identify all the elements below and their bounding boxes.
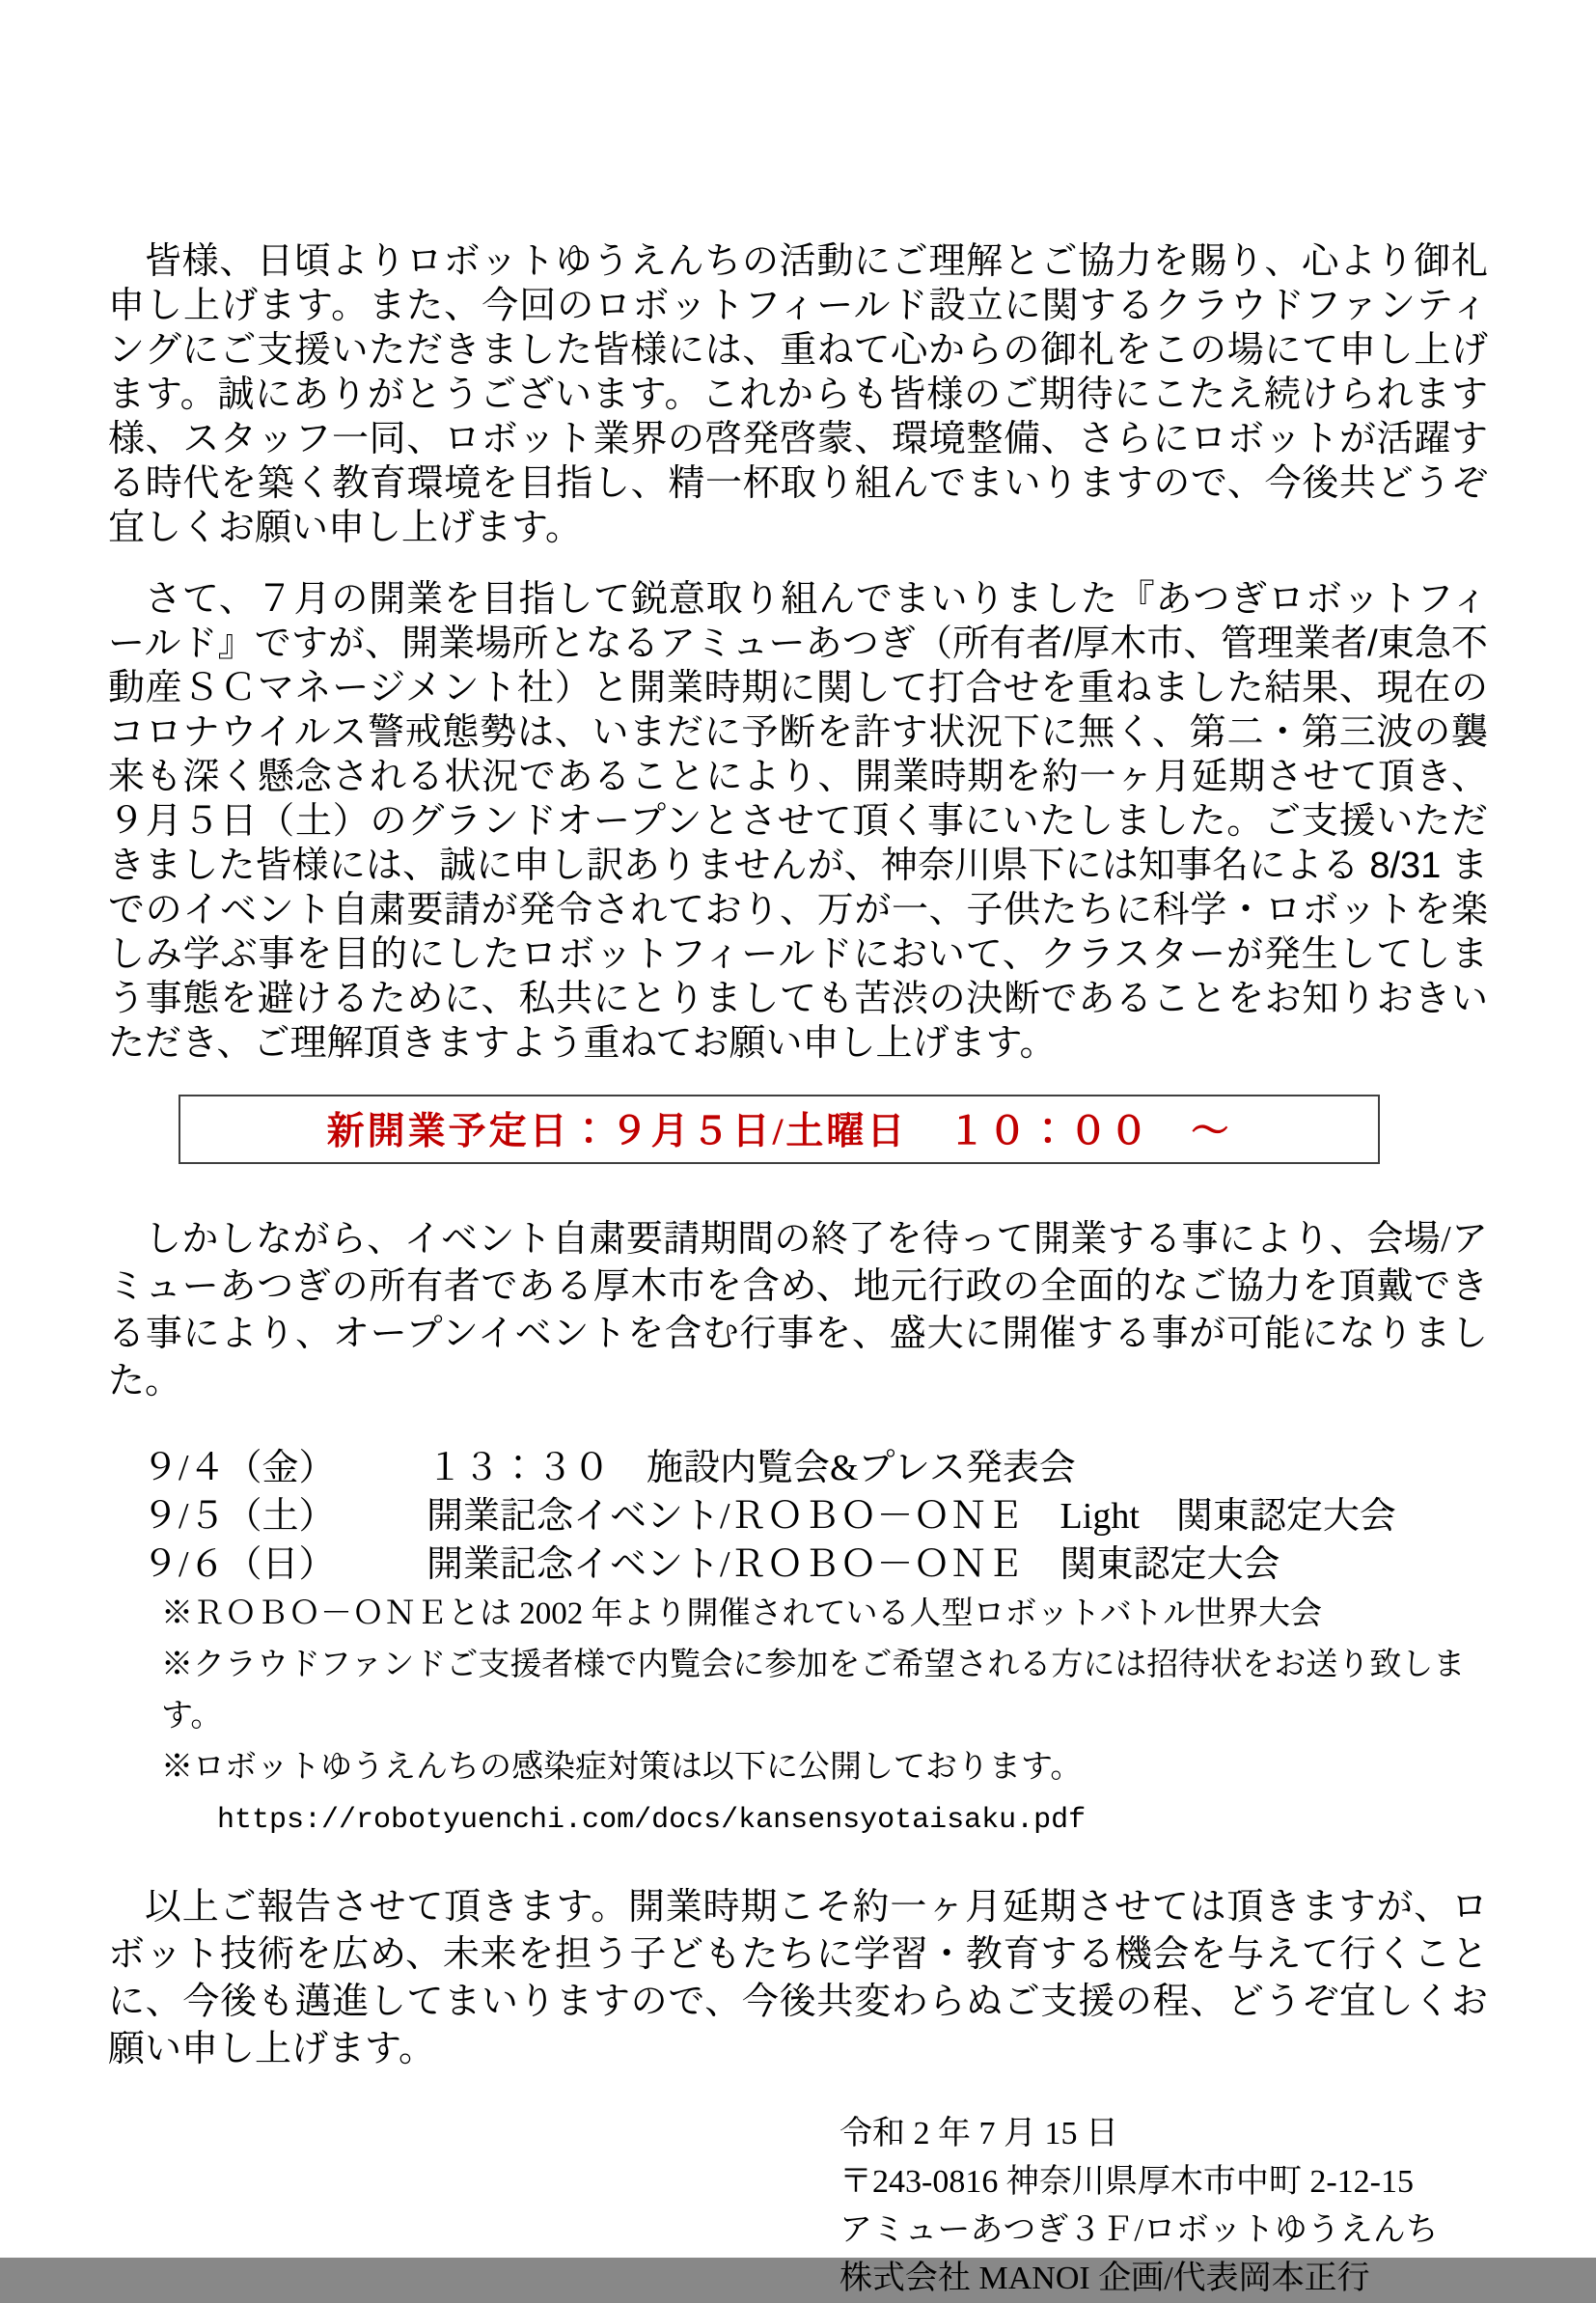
paragraph-closing: 以上ご報告させて頂きます。開業時期こそ約一ヶ月延期させては頂きますが、ロボット技術を広め、未来を担う子どもたちに学習・教育する機会を与えて行くことに、今後も邁進してまいりますので、今後共変わらぬご支援の程、どうぞ宜しくお願い申し上げます。	[108, 1887, 1488, 2069]
paragraph-cooperation: しかしながら、イベント自粛要請期間の終了を待って開業する事により、会場/アミューあつぎの所有者である厚木市を含め、地元行政の全面的なご協力を頂戴できる事により、オープンイベントを含む行事を、盛大に開催する事が可能になりました。	[108, 1219, 1488, 1401]
schedule-detail: １３：３０ 施設内覧会&プレス発表会	[427, 1448, 1076, 1488]
schedule-date: ９/６（日）	[142, 1544, 336, 1585]
schedule-row	[142, 1444, 1488, 1492]
event-schedule	[142, 1444, 1488, 1589]
schedule-detail: 開業記念イベント/ＲＯＢＯ－ＯＮＥ 関東認定大会	[427, 1544, 1280, 1585]
signature-building: アミューあつぎ３Ｆ/ロボットゆうえんち	[839, 2212, 1439, 2248]
new-opening-date-text: 新開業予定日：９月５日/土曜日 １０：００ 〜	[326, 1111, 1232, 1152]
notes-list	[161, 1589, 1488, 1842]
signature-company: 株式会社 MANOI 企画/代表岡本正行	[839, 2261, 1370, 2296]
paragraph-greeting: 皆様、日頃よりロボットゆうえんちの活動にご理解とご協力を賜り、心より御礼申し上げます。また、今回のロボットフィールド設立に関するクラウドファンティングにご支援いただきました皆様には、重ねて心からの御礼をこの場にて申し上げます。誠にありがとうございます。これからも皆様のご期待にこたえ続けられます様、スタッフ一同、ロボット業界の啓発啓蒙、環境整備、さらにロボットが活躍する時代を築く教育環境を目指し、精一杯取り組んでまいりますので、今後共どうぞ宜しくお願い申し上げます。	[108, 241, 1488, 548]
signature-block	[839, 2110, 1488, 2303]
infection-policy-url[interactable]: https://robotyuenchi.com/docs/kansensyotaisaku.pdf	[217, 1804, 1087, 1837]
note-crowdfund-invitation: ※クラウドファンドご支援者様で内覧会に参加をご希望される方には招待状をお送り致します。	[161, 1648, 1466, 1734]
paragraph-postponement: さて、７月の開業を目指して鋭意取り組んでまいりました『あつぎロボットフィールド』ですが、開業場所となるアミューあつぎ（所有者/厚木市、管理業者/東急不動産ＳＣマネージメント社）と開業時期に関して打合せを重ねました結果、現在のコロナウイルス警戒態勢は、いまだに予断を許す状況下に無く、第二・第三波の襲来も深く懸念される状況であることにより、開業時期を約一ヶ月延期させて頂き、９月５日（土）のグランドオープンとさせて頂く事にいたしました。ご支援いただきました皆様には、誠に申し訳ありませんが、神奈川県下には知事名による 8/31 までのイベント自粛要請が発令されており、万が一、子供たちに科学・ロボットを楽しみ学ぶ事を目的にしたロボットフィールドにおいて、クラスターが発生してしまう事態を避けるために、私共にとりましても苦渋の決断であることをお知りおきいただき、ご理解頂きますよう重ねてお願い申し上げます。	[108, 579, 1488, 1064]
schedule-row	[142, 1492, 1488, 1540]
new-opening-date-box	[179, 1095, 1380, 1164]
schedule-detail: 開業記念イベント/ＲＯＢＯ－ＯＮＥ Light 関東認定大会	[427, 1496, 1396, 1537]
signature-date: 令和 2 年 7 月 15 日	[839, 2116, 1118, 2151]
schedule-row	[142, 1540, 1488, 1589]
note-robo-one: ※ＲＯＢＯ－ＯＮＥとは 2002 年より開催されている人型ロボットバトル世界大会	[161, 1596, 1323, 1631]
schedule-date: ９/４（金）	[142, 1448, 336, 1488]
schedule-date: ９/５（土）	[142, 1496, 336, 1537]
note-infection-policy: ※ロボットゆうえんちの感染症対策は以下に公開しております。	[161, 1750, 1083, 1785]
signature-address: 〒243-0816 神奈川県厚木市中町 2-12-15	[839, 2164, 1414, 2200]
